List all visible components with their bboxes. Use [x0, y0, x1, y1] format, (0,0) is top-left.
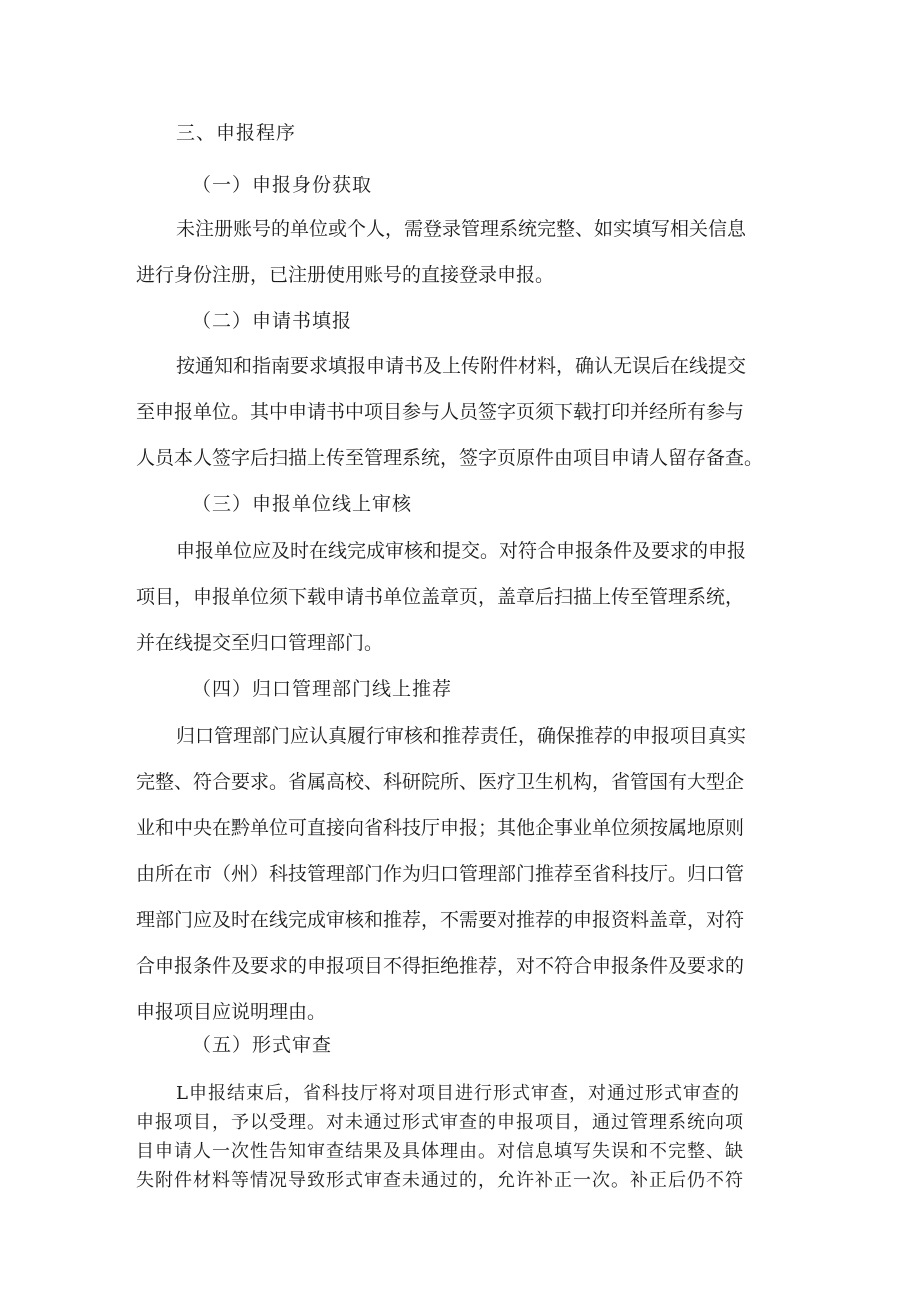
- paragraph-line: 申报项目，予以受理。对未通过形式审查的申报项目，通过管理系统向项: [136, 1112, 744, 1133]
- paragraph-line: 项目，申报单位须下载申请书单位盖章页，盖章后扫描上传至管理系统，: [136, 586, 745, 608]
- paragraph-line: 完整、符合要求。省属高校、科研院所、医疗卫生机构，省管国有大型企: [136, 771, 745, 793]
- subsection-title-5: （五）形式审查: [192, 1034, 333, 1056]
- subsection-title-4: （四）归口管理部门线上推荐: [192, 678, 453, 700]
- paragraph-line: L申报结束后，省科技厅将对项目进行形式审查，对通过形式审查的: [176, 1083, 740, 1104]
- paragraph-line: 按通知和指南要求填报申请书及上传附件材料，确认无误后在线提交: [176, 355, 747, 377]
- section-heading: 三、申报程序: [176, 122, 297, 144]
- paragraph-line: 申报项目应说明理由。: [136, 1001, 327, 1023]
- paragraph-line: 由所在市（州）科技管理部门作为归口管理部门推荐至省科技厅。归口管: [136, 863, 745, 885]
- subsection-title-2: （二）申请书填报: [192, 310, 353, 332]
- paragraph-line: 人员本人签字后扫描上传至管理系统，签字页原件由项目申请人留存备查。: [136, 447, 764, 469]
- paragraph-line: 未注册账号的单位或个人，需登录管理系统完整、如实填写相关信息: [176, 218, 747, 240]
- subsection-title-1: （一）申报身份获取: [192, 174, 373, 196]
- paragraph-line: 进行身份注册，已注册使用账号的直接登录申报。: [136, 264, 555, 286]
- subsection-title-3: （三）申报单位线上审核: [192, 493, 413, 515]
- paragraph-line: 失附件材料等情况导致形式审查未通过的，允许补正一次。补正后仍不符: [136, 1170, 744, 1191]
- paragraph-line: 合申报条件及要求的申报项目不得拒绝推荐，对不符合申报条件及要求的: [136, 955, 745, 977]
- paragraph-line: 理部门应及时在线完成审核和推荐，不需要对推荐的申报资料盖章，对符: [136, 909, 745, 931]
- paragraph-line: 归口管理部门应认真履行审核和推荐责任，确保推荐的申报项目真实: [176, 725, 747, 747]
- paragraph-line: 业和中央在黔单位可直接向省科技厅申报；其他企事业单位须按属地原则: [136, 817, 745, 839]
- paragraph-line: 申报单位应及时在线完成审核和提交。对符合申报条件及要求的申报: [176, 540, 747, 562]
- paragraph-line: 至申报单位。其中申请书中项目参与人员签字页须下载打印并经所有参与: [136, 401, 745, 423]
- paragraph-line: 并在线提交至归口管理部门。: [136, 632, 384, 654]
- paragraph-line: 目申请人一次性告知审查结果及具体理由。对信息填写失误和不完整、缺: [136, 1141, 744, 1162]
